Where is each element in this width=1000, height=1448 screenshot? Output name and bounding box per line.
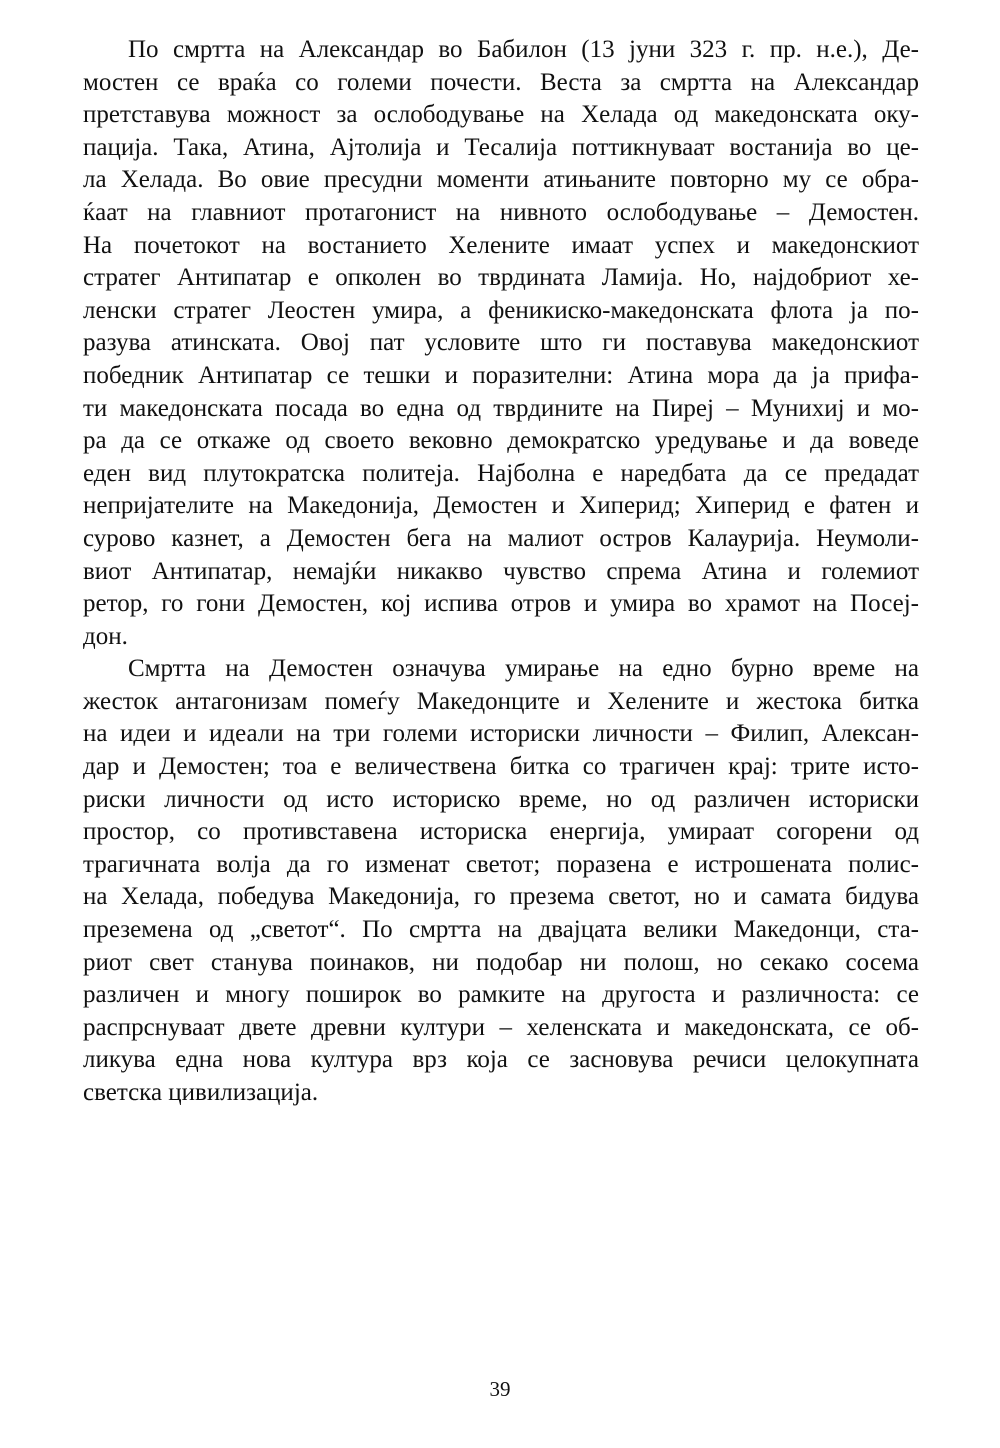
document-page (83, 34, 919, 1110)
text-line: непријателите на Македонија, Демостен и Хиперид; Хиперид е фатен и (83, 492, 919, 520)
text-line: ретор, го гони Демостен, кој испива отров и умира во храмот на Посеј- (83, 590, 919, 618)
text-line: разува атинската. Овој пат условите што ги поставува македонскиот (83, 329, 919, 357)
text-line: ти македонската посада во една од тврдините на Пиреј – Мунихиј и мо- (83, 394, 919, 422)
text-line: простор, со противставена историска енергија, умираат согорени од (83, 818, 919, 846)
text-line: на Хелада, победува Македонија, го презема светот, но и самата бидува (83, 883, 919, 911)
text-line: мостен се враќа со големи почести. Веста за смртта на Александар (83, 68, 919, 96)
text-line: дон. (83, 622, 128, 650)
paragraph-1 (83, 34, 919, 653)
text-line: претставува можност за ослободување на Хелада од македонската оку- (83, 101, 919, 129)
text-line: На почетокот на востанието Хелените имаат успех и македонскиот (83, 231, 919, 259)
text-line: стратег Антипатар е опколен во тврдината Ламија. Но, најдобриот хе- (83, 264, 919, 292)
text-line: жесток антагонизам помеѓу Македонците и Хелените и жестока битка (83, 687, 919, 715)
text-line: дар и Демостен; тоа е величествена битка со трагичен крај: трите исто- (83, 753, 919, 781)
text-line: По смртта на Александар во Бабилон (13 јуни 323 г. пр. н.е.), Де- (128, 36, 919, 63)
text-line: различен и многу поширок во рамките на другоста и различноста: се (83, 981, 919, 1009)
paragraph-2 (83, 653, 919, 1109)
text-line: ла Хелада. Во овие пресудни моменти атињаните повторно му се обра- (83, 166, 919, 194)
text-line: трагичната волја да го изменат светот; поразена е истрошената полис- (83, 850, 919, 878)
text-line: еден вид плутократска политеја. Најболна е наредбата да се предадат (83, 459, 919, 487)
text-line: виот Антипатар, немајќи никакво чувство спрема Атина и големиот (83, 557, 919, 585)
text-line: пација. Така, Атина, Ајтолија и Тесалија поттикнуваат востанија во це- (83, 133, 919, 161)
text-line: Смртта на Демостен означува умирање на едно бурно време на (128, 655, 919, 683)
text-line: победник Антипатар се тешки и поразителни: Атина мора да ја прифа- (83, 361, 919, 389)
page-number: 39 (489, 1377, 511, 1401)
text-line: риски личности од исто историско време, но од различен историски (83, 785, 919, 813)
text-line: сурово казнет, а Демостен бега на малиот остров Калауриja. Неумоли- (83, 524, 919, 552)
text-line: ликува една нова култура врз која се засновува речиси целокупната (83, 1046, 919, 1074)
text-line: ленски стратег Леостен умира, а феникиско-македонската флота ја по- (83, 296, 919, 324)
text-line: на идеи и идеали на три големи историски личности – Филип, Алексан- (83, 720, 919, 748)
text-line: преземена од „светот“. По смртта на двајцата велики Македонци, ста- (83, 916, 919, 944)
text-line: распрснуваат двете древни култури – хеленската и македонската, се об- (83, 1013, 919, 1041)
text-line: ра да се откаже од своето вековно демократско уредување и да воведе (83, 427, 919, 455)
text-line: ќаат на главниот протагонист на нивното ослободување – Демостен. (83, 198, 919, 226)
text-line: риот свет станува поинаков, ни подобар ни полош, но секако сосема (83, 948, 919, 976)
text-line: светска цивилизација. (83, 1079, 319, 1106)
